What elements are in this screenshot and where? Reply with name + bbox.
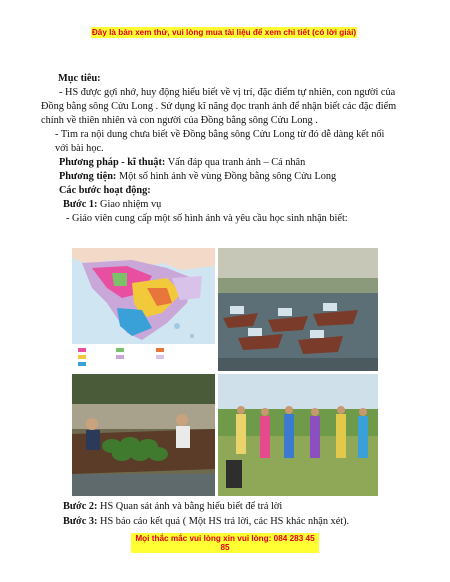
image-collage (72, 248, 378, 496)
method-label: Phương pháp - kĩ thuật: (59, 157, 166, 168)
step3-line (63, 515, 408, 530)
preview-banner: Đây là bản xem thử, vui lòng mua tài liệu để xem chi tiết (có lời giải) (91, 28, 357, 37)
khmer-dancers (218, 374, 378, 496)
step3-label: Bước 3: (63, 515, 98, 527)
objectives-heading: Mục tiêu: (58, 73, 101, 84)
means-line (55, 170, 400, 184)
step1-value: Giao nhiệm vụ (97, 199, 162, 210)
step1-line (55, 198, 400, 212)
step1-detail: - Giáo viên cung cấp một số hình ảnh và yêu cầu học sinh nhận biết: (66, 213, 348, 224)
contact-banner: Mọi thắc mắc vui lòng xin vui lòng: 084 283 45 85 (131, 533, 319, 553)
lesson-content (41, 72, 400, 226)
method-line (55, 156, 400, 170)
objective-line-2: - Tìm ra nội dung chưa biết về Đồng bằng sông Cửu Long từ đó dễ dàng kết nối với bài học. (55, 129, 385, 154)
steps-heading: Các bước hoạt động: (59, 185, 151, 196)
steps-2-3 (63, 500, 408, 529)
step2-value: HS Quan sát ảnh và bằng hiểu biết để trả lời (97, 501, 283, 512)
step2-line (63, 500, 408, 515)
step3-value: HS báo cáo kết quả ( Một HS trả lời, các HS khác nhận xét). (97, 515, 350, 527)
floating-market-watermelons (72, 374, 215, 496)
means-value: Một số hình ảnh về vùng Đồng bằng sông Cửu Long (116, 171, 337, 182)
fishing-boats-harbor (218, 248, 378, 371)
method-value: Vấn đáp qua tranh ảnh – Cá nhân (165, 157, 306, 168)
map-of-mekong-delta (72, 248, 215, 371)
step2-label: Bước 2: (63, 501, 98, 512)
objective-line-1: - HS được gợi nhớ, huy động hiểu biết về vị trí, đặc điểm tự nhiên, con người của Đồng bằng sông Cửu Long . Sử dụng kĩ năng đọc tranh ảnh để nhận biết các đặc điểm chính về thiên nhiên và con người của Đồng bằng sông Cửu Long . (41, 87, 397, 126)
step1-label: Bước 1: (63, 199, 98, 210)
means-label: Phương tiện: (59, 171, 117, 182)
